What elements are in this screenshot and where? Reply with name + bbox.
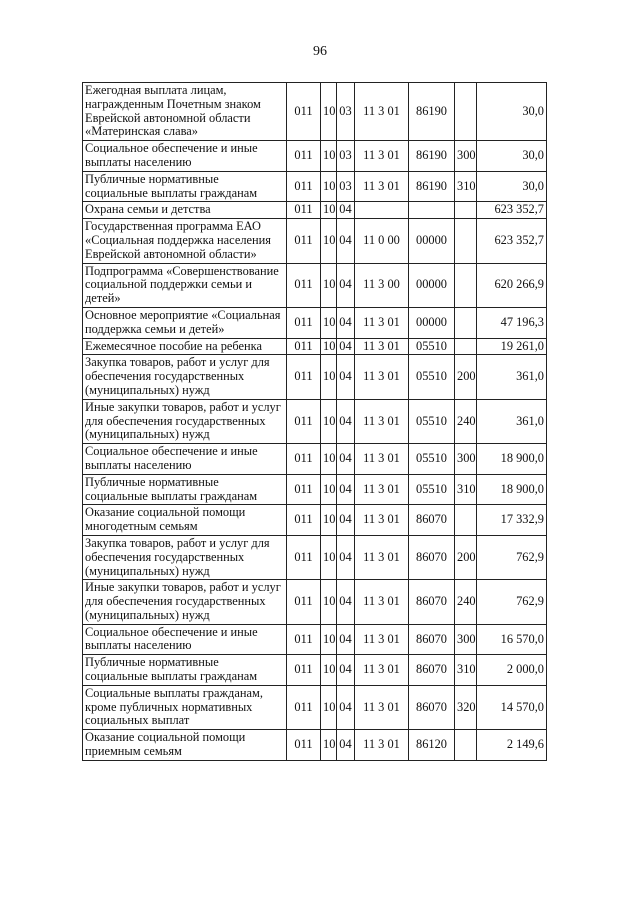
table-row [83,505,547,536]
program-code-cell: 11 3 00 [355,263,409,307]
expense-name-cell: Ежегодная выплата лицам, награжденным Почетным знаком Еврейской автономной области «Материнская слава» [83,83,287,141]
amount-cell: 19 261,0 [477,338,547,355]
amount-cell: 18 900,0 [477,444,547,475]
section-code-cell: 10 [321,580,337,624]
program-code-cell [355,202,409,219]
expense-type-code-cell: 240 [455,399,477,443]
subsection-code-cell: 03 [337,141,355,172]
direction-code-cell: 86120 [409,730,455,761]
direction-code-cell: 05510 [409,444,455,475]
section-code-cell: 10 [321,730,337,761]
ministry-code-cell: 011 [287,338,321,355]
expense-name-cell: Закупка товаров, работ и услуг для обеспечения государственных (муниципальных) нужд [83,355,287,399]
subsection-code-cell: 04 [337,580,355,624]
table-row [83,83,547,141]
ministry-code-cell: 011 [287,263,321,307]
section-code-cell: 10 [321,535,337,579]
subsection-code-cell: 03 [337,171,355,202]
amount-cell: 361,0 [477,355,547,399]
expense-name-cell: Социальное обеспечение и иные выплаты населению [83,624,287,655]
program-code-cell: 11 3 01 [355,685,409,729]
subsection-code-cell: 04 [337,505,355,536]
subsection-code-cell: 04 [337,219,355,263]
amount-cell: 17 332,9 [477,505,547,536]
subsection-code-cell: 04 [337,444,355,475]
expense-name-cell: Охрана семьи и детства [83,202,287,219]
expense-name-cell: Оказание социальной помощи приемным семьям [83,730,287,761]
section-code-cell: 10 [321,263,337,307]
program-code-cell: 11 3 01 [355,141,409,172]
expense-type-code-cell: 200 [455,355,477,399]
program-code-cell: 11 3 01 [355,355,409,399]
amount-cell: 2 000,0 [477,655,547,686]
program-code-cell: 11 3 01 [355,307,409,338]
subsection-code-cell: 03 [337,83,355,141]
expense-name-cell: Публичные нормативные социальные выплаты гражданам [83,171,287,202]
expense-name-cell: Социальные выплаты гражданам, кроме публичных нормативных социальных выплат [83,685,287,729]
subsection-code-cell: 04 [337,355,355,399]
ministry-code-cell: 011 [287,444,321,475]
expense-name-cell: Подпрограмма «Совершенствование социальной поддержки семьи и детей» [83,263,287,307]
ministry-code-cell: 011 [287,307,321,338]
direction-code-cell: 00000 [409,307,455,338]
direction-code-cell: 86190 [409,171,455,202]
program-code-cell: 11 3 01 [355,655,409,686]
section-code-cell: 10 [321,685,337,729]
direction-code-cell: 86070 [409,655,455,686]
expense-type-code-cell: 300 [455,624,477,655]
table-row [83,535,547,579]
table-row [83,399,547,443]
direction-code-cell: 86070 [409,580,455,624]
expense-type-code-cell: 320 [455,685,477,729]
table-row [83,685,547,729]
subsection-code-cell: 04 [337,730,355,761]
amount-cell: 361,0 [477,399,547,443]
amount-cell: 30,0 [477,171,547,202]
section-code-cell: 10 [321,624,337,655]
ministry-code-cell: 011 [287,474,321,505]
direction-code-cell: 05510 [409,399,455,443]
ministry-code-cell: 011 [287,655,321,686]
ministry-code-cell: 011 [287,535,321,579]
subsection-code-cell: 04 [337,399,355,443]
direction-code-cell: 00000 [409,263,455,307]
expense-type-code-cell: 300 [455,444,477,475]
amount-cell: 18 900,0 [477,474,547,505]
ministry-code-cell: 011 [287,399,321,443]
direction-code-cell: 86190 [409,141,455,172]
table-row [83,355,547,399]
program-code-cell: 11 3 01 [355,505,409,536]
page-number: 96 [313,44,327,59]
section-code-cell: 10 [321,202,337,219]
expense-type-code-cell: 310 [455,474,477,505]
ministry-code-cell: 011 [287,505,321,536]
amount-cell: 762,9 [477,580,547,624]
direction-code-cell: 86190 [409,83,455,141]
section-code-cell: 10 [321,307,337,338]
section-code-cell: 10 [321,83,337,141]
section-code-cell: 10 [321,399,337,443]
table-row [83,141,547,172]
section-code-cell: 10 [321,355,337,399]
subsection-code-cell: 04 [337,263,355,307]
ministry-code-cell: 011 [287,685,321,729]
program-code-cell: 11 3 01 [355,624,409,655]
ministry-code-cell: 011 [287,171,321,202]
expense-name-cell: Социальное обеспечение и иные выплаты населению [83,444,287,475]
direction-code-cell: 05510 [409,355,455,399]
program-code-cell: 11 3 01 [355,580,409,624]
section-code-cell: 10 [321,474,337,505]
amount-cell: 2 149,6 [477,730,547,761]
program-code-cell: 11 3 01 [355,338,409,355]
expense-type-code-cell [455,338,477,355]
expense-type-code-cell [455,505,477,536]
expense-name-cell: Публичные нормативные социальные выплаты гражданам [83,655,287,686]
amount-cell: 16 570,0 [477,624,547,655]
amount-cell: 14 570,0 [477,685,547,729]
expense-name-cell: Оказание социальной помощи многодетным семьям [83,505,287,536]
expense-type-code-cell: 240 [455,580,477,624]
expense-type-code-cell: 310 [455,655,477,686]
expense-name-cell: Иные закупки товаров, работ и услуг для обеспечения государственных (муниципальных) нужд [83,399,287,443]
section-code-cell: 10 [321,338,337,355]
expense-name-cell: Социальное обеспечение и иные выплаты населению [83,141,287,172]
program-code-cell: 11 3 01 [355,730,409,761]
table-row [83,444,547,475]
subsection-code-cell: 04 [337,338,355,355]
amount-cell: 30,0 [477,83,547,141]
ministry-code-cell: 011 [287,141,321,172]
program-code-cell: 11 3 01 [355,535,409,579]
expense-name-cell: Основное мероприятие «Социальная поддержка семьи и детей» [83,307,287,338]
direction-code-cell: 86070 [409,505,455,536]
table-row [83,202,547,219]
amount-cell: 623 352,7 [477,219,547,263]
expense-name-cell: Ежемесячное пособие на ребенка [83,338,287,355]
ministry-code-cell: 011 [287,219,321,263]
direction-code-cell: 05510 [409,474,455,505]
expense-name-cell: Иные закупки товаров, работ и услуг для обеспечения государственных (муниципальных) нужд [83,580,287,624]
expense-type-code-cell [455,202,477,219]
table-row [83,655,547,686]
table-row [83,171,547,202]
expense-type-code-cell [455,263,477,307]
subsection-code-cell: 04 [337,535,355,579]
section-code-cell: 10 [321,444,337,475]
expense-name-cell: Государственная программа ЕАО «Социальная поддержка населения Еврейской автономной области» [83,219,287,263]
expense-type-code-cell: 310 [455,171,477,202]
table-row [83,580,547,624]
ministry-code-cell: 011 [287,202,321,219]
expense-type-code-cell [455,307,477,338]
ministry-code-cell: 011 [287,580,321,624]
ministry-code-cell: 011 [287,355,321,399]
expense-name-cell: Публичные нормативные социальные выплаты гражданам [83,474,287,505]
expense-type-code-cell: 300 [455,141,477,172]
program-code-cell: 11 3 01 [355,171,409,202]
expense-type-code-cell: 200 [455,535,477,579]
program-code-cell: 11 3 01 [355,474,409,505]
program-code-cell: 11 3 01 [355,83,409,141]
table-row [83,624,547,655]
program-code-cell: 11 0 00 [355,219,409,263]
subsection-code-cell: 04 [337,685,355,729]
direction-code-cell: 00000 [409,219,455,263]
subsection-code-cell: 04 [337,624,355,655]
ministry-code-cell: 011 [287,730,321,761]
program-code-cell: 11 3 01 [355,399,409,443]
amount-cell: 47 196,3 [477,307,547,338]
ministry-code-cell: 011 [287,83,321,141]
subsection-code-cell: 04 [337,474,355,505]
table-row [83,474,547,505]
table-row [83,263,547,307]
budget-table [82,82,547,761]
program-code-cell: 11 3 01 [355,444,409,475]
direction-code-cell [409,202,455,219]
section-code-cell: 10 [321,141,337,172]
expense-name-cell: Закупка товаров, работ и услуг для обеспечения государственных (муниципальных) нужд [83,535,287,579]
table-row [83,338,547,355]
expense-type-code-cell [455,730,477,761]
section-code-cell: 10 [321,505,337,536]
subsection-code-cell: 04 [337,307,355,338]
direction-code-cell: 86070 [409,624,455,655]
amount-cell: 620 266,9 [477,263,547,307]
section-code-cell: 10 [321,171,337,202]
direction-code-cell: 86070 [409,685,455,729]
subsection-code-cell: 04 [337,655,355,686]
subsection-code-cell: 04 [337,202,355,219]
section-code-cell: 10 [321,219,337,263]
amount-cell: 762,9 [477,535,547,579]
section-code-cell: 10 [321,655,337,686]
table-row [83,307,547,338]
table-body [83,83,547,761]
direction-code-cell: 86070 [409,535,455,579]
amount-cell: 30,0 [477,141,547,172]
table-row [83,730,547,761]
expense-type-code-cell [455,219,477,263]
amount-cell: 623 352,7 [477,202,547,219]
ministry-code-cell: 011 [287,624,321,655]
table-row [83,219,547,263]
direction-code-cell: 05510 [409,338,455,355]
expense-type-code-cell [455,83,477,141]
